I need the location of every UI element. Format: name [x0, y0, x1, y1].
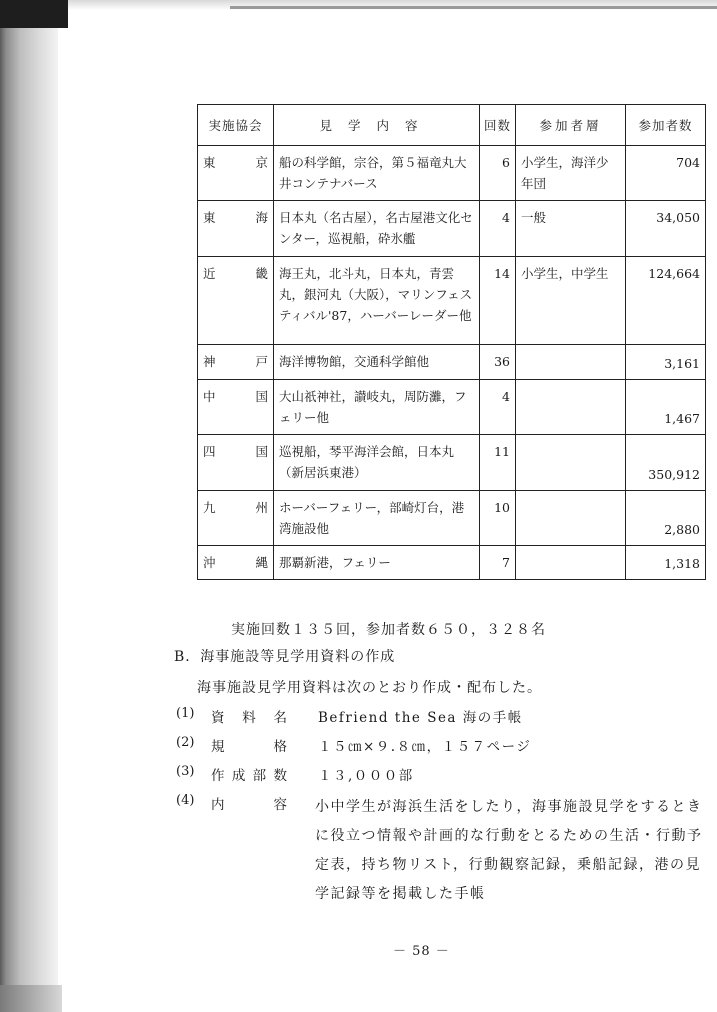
scan-shadow-left — [0, 0, 58, 1012]
content-cell: 海王丸，北斗丸，日本丸，青雲丸，銀河丸（大阪），マリンフェスティバル'87，ハーバーレーダー他 — [274, 257, 480, 345]
region-cell: 神戸 — [198, 345, 274, 380]
summary-text: 実施回数１３５回，参加者数６５０，３２８名 — [231, 622, 546, 638]
table-row — [198, 435, 706, 491]
item-label: 作成部数 — [211, 768, 287, 784]
total-cell: 704 — [626, 146, 706, 201]
participants-cell — [516, 380, 626, 435]
scan-top-line — [230, 6, 717, 9]
participants-cell: 一般 — [516, 201, 626, 257]
count-cell: 4 — [480, 201, 516, 257]
total-cell: 3,161 — [626, 345, 706, 380]
total-cell: 1,318 — [626, 546, 706, 580]
participants-cell — [516, 345, 626, 380]
table-row — [198, 146, 706, 201]
total-cell: 1,467 — [626, 380, 706, 435]
item-value: １５㎝×９.８㎝，１５７ページ — [318, 739, 532, 755]
total-cell: 34,050 — [626, 201, 706, 257]
count-cell: 36 — [480, 345, 516, 380]
region-cell: 東京 — [198, 146, 274, 201]
header-region: 実施協会 — [198, 105, 274, 146]
item-label: 資料名 — [211, 710, 287, 726]
count-cell: 11 — [480, 435, 516, 491]
participants-cell — [516, 546, 626, 580]
content-cell: 那覇新港，フェリー — [274, 546, 480, 580]
section-heading: B．海事施設等見学用資料の作成 — [174, 649, 396, 665]
count-cell: 14 — [480, 257, 516, 345]
item-number: (2) — [176, 735, 195, 750]
item-value: １３,０００部 — [318, 768, 414, 784]
content-cell: 海洋博物館，交通科学館他 — [274, 345, 480, 380]
content-cell: 巡視船，琴平海洋会館，日本丸（新居浜東港） — [274, 435, 480, 491]
total-cell: 2,880 — [626, 491, 706, 546]
count-cell: 6 — [480, 146, 516, 201]
participants-cell: 小学生，海洋少年団 — [516, 146, 626, 201]
item-description: 小中学生が海浜生活をしたり，海事施設見学をするときに役立つ情報や計画的な行動をとるための生活・行動予定表，持ち物リスト，行動観察記録，乗船記録，港の見学記録等を掲載した手帳 — [315, 799, 703, 902]
region-cell: 四国 — [198, 435, 274, 491]
header-count: 回数 — [480, 105, 516, 146]
item-number: (4) — [176, 793, 195, 808]
scan-shadow-bottom — [0, 985, 62, 1012]
table-row — [198, 201, 706, 257]
item-label: 規格 — [211, 739, 287, 755]
header-content: 見学内容 — [274, 105, 480, 146]
count-cell: 4 — [480, 380, 516, 435]
region-cell: 九州 — [198, 491, 274, 546]
item-label: 内容 — [211, 797, 287, 813]
header-participants: 参加者層 — [516, 105, 626, 146]
table-row — [198, 491, 706, 546]
visit-table — [197, 104, 706, 580]
total-cell: 350,912 — [626, 435, 706, 491]
header-total: 参加者数 — [626, 105, 706, 146]
participants-cell — [516, 435, 626, 491]
content-cell: 大山祇神社，讃岐丸，周防灘，フェリー他 — [274, 380, 480, 435]
count-cell: 10 — [480, 491, 516, 546]
table-row — [198, 345, 706, 380]
region-cell: 近畿 — [198, 257, 274, 345]
total-cell: 124,664 — [626, 257, 706, 345]
scan-shadow-corner — [0, 0, 68, 28]
participants-cell: 小学生，中学生 — [516, 257, 626, 345]
table-row — [198, 546, 706, 580]
page-number: － 58 － — [393, 944, 450, 959]
content-cell: 船の科学館，宗谷，第５福竜丸大井コンテナバース — [274, 146, 480, 201]
table-header-row — [198, 105, 706, 146]
item-number: (3) — [176, 764, 195, 779]
region-cell: 中国 — [198, 380, 274, 435]
region-cell: 沖縄 — [198, 546, 274, 580]
content-cell: ホーバーフェリー，部崎灯台，港湾施設他 — [274, 491, 480, 546]
count-cell: 7 — [480, 546, 516, 580]
item-number: (1) — [176, 706, 195, 721]
section-intro: 海事施設見学用資料は次のとおり作成・配布した。 — [197, 680, 542, 696]
table-row — [198, 380, 706, 435]
region-cell: 東海 — [198, 201, 274, 257]
participants-cell — [516, 491, 626, 546]
table-row — [198, 257, 706, 345]
content-cell: 日本丸（名古屋），名古屋港文化センター，巡視船，砕氷艦 — [274, 201, 480, 257]
item-value: Befriend the Sea 海の手帳 — [318, 710, 523, 726]
